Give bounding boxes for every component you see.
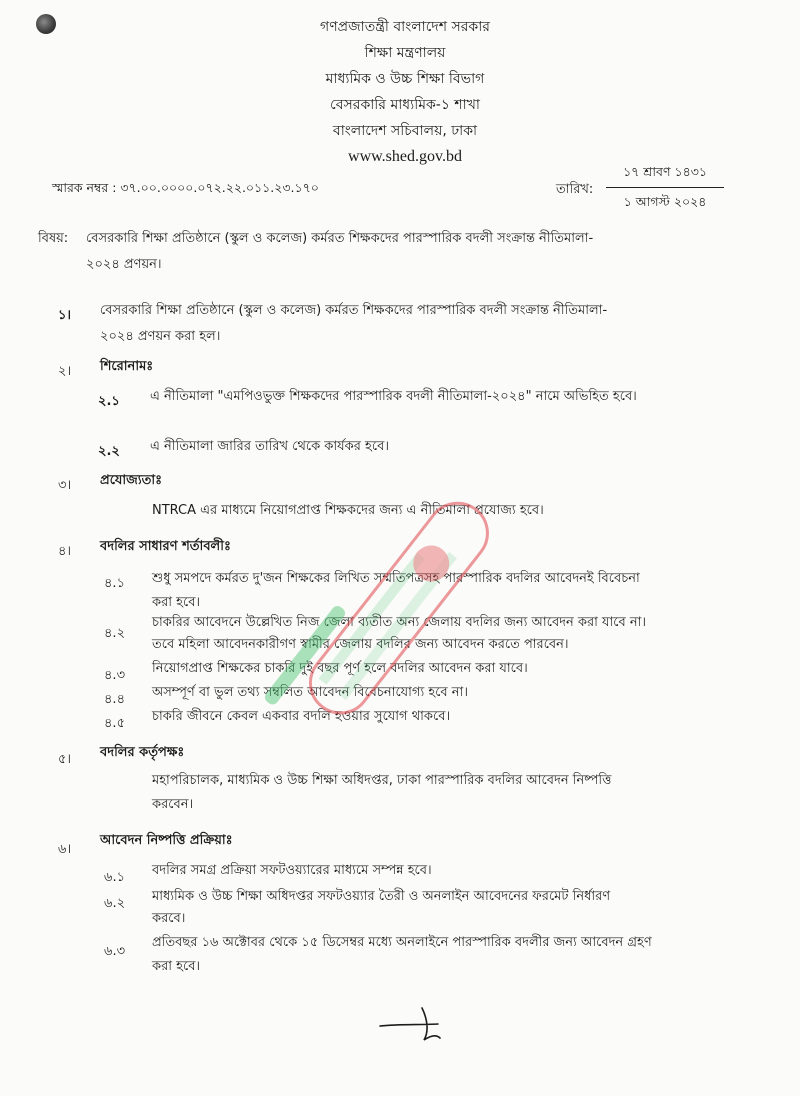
- date-label: তারিখ:: [556, 182, 594, 197]
- item-2-1-number: ২.১: [98, 394, 120, 409]
- section-6-title: আবেদন নিষ্পত্তি প্রক্রিয়াঃ: [100, 833, 233, 848]
- division-name: মাধ্যমিক ও উচ্চ শিক্ষা বিভাগ: [325, 71, 485, 87]
- section-3-title: প্রযোজ্যতাঃ: [100, 473, 163, 488]
- item-6-2-line-1: মাধ্যমিক ও উচ্চ শিক্ষা অধিদপ্তর সফটওয়্যার তৈরী ও অনলাইন আবেদনের ফরমেট নির্ধারণ: [152, 889, 611, 904]
- section-5-line-2: করবেন।: [152, 797, 194, 812]
- memo-number: স্মারক নম্বর : ৩৭.০০.০০০০.০৭২.২২.০১১.২৩.১৭০: [52, 180, 319, 195]
- item-4-5-number: ৪.৫: [104, 716, 126, 731]
- item-4-2-line-1: চাকরির আবেদনে উল্লেখিত নিজ জেলা ব্যতীত অন্য জেলায় বদলির জন্য আবেদন করা যাবে না।: [152, 615, 647, 630]
- item-6-3-number: ৬.৩: [104, 944, 126, 959]
- website: www.shed.gov.bd: [348, 148, 462, 165]
- section-1-line-1: বেসরকারি শিক্ষা প্রতিষ্ঠানে (স্কুল ও কলেজ) কর্মরত শিক্ষকদের পারস্পারিক বদলী সংক্রান্ত নীতিমালা-: [100, 303, 608, 318]
- subject-label: বিষয়:: [38, 231, 69, 246]
- item-2-2-number: ২.২: [98, 444, 120, 459]
- item-4-5-text: চাকরি জীবনে কেবল একবার বদলি হওয়ার সুযোগ থাকবে।: [152, 709, 451, 724]
- section-2-number: ২।: [58, 364, 72, 379]
- item-4-3-text: নিয়োগপ্রাপ্ত শিক্ষকের চাকরি দুই বছর পূর্ণ হলে বদলির আবেদন করা যাবে।: [152, 661, 528, 676]
- item-4-4-number: ৪.৪: [104, 692, 126, 707]
- hole-punch-mark: [36, 14, 56, 34]
- item-6-3-line-2: করা হবে।: [152, 959, 201, 974]
- date-block: [606, 164, 724, 214]
- item-4-2-line-2: তবে মহিলা আবেদনকারীগণ স্বামীর জেলায় বদলির জন্য আবেদন করতে পারবেন।: [152, 637, 569, 652]
- section-5-line-1: মহাপরিচালক, মাধ্যমিক ও উচ্চ শিক্ষা অধিদপ্তর, ঢাকা পারস্পারিক বদলির আবেদন নিষ্পত্তি: [152, 773, 612, 788]
- subject-line-2: ২০২৪ প্রণয়ন।: [86, 257, 162, 272]
- signature: [378, 1000, 458, 1050]
- section-2-title: শিরোনামঃ: [100, 359, 154, 374]
- date-english: ১ আগস্ট ২০২৪: [623, 194, 707, 209]
- section-4-number: ৪।: [58, 544, 72, 559]
- item-6-2-line-2: করবে।: [152, 911, 186, 926]
- item-6-1-text: বদলির সমগ্র প্রক্রিয়া সফটওয়্যারের মাধ্যমে সম্পন্ন হবে।: [152, 863, 432, 878]
- subject-line-1: বেসরকারি শিক্ষা প্রতিষ্ঠানে (স্কুল ও কলেজ) কর্মরত শিক্ষকদের পারস্পারিক বদলী সংক্রান্ত নীতিমালা-: [86, 231, 594, 246]
- section-5-title: বদলির কর্তৃপক্ষঃ: [100, 745, 185, 760]
- letterhead: [240, 14, 570, 170]
- item-4-1-number: ৪.১: [104, 576, 126, 591]
- section-3-text: NTRCA এর মাধ্যমে নিয়োগপ্রাপ্ত শিক্ষকদের জন্য এ নীতিমালা প্রযোজ্য হবে।: [152, 503, 544, 518]
- item-6-1-number: ৬.১: [104, 870, 126, 885]
- item-6-2-number: ৬.২: [104, 896, 126, 911]
- section-1-line-2: ২০২৪ প্রণয়ন করা হল।: [100, 329, 221, 344]
- item-4-1-line-2: করা হবে।: [152, 595, 201, 610]
- section-4-title: বদলির সাধারণ শর্তাবলীঃ: [100, 539, 231, 554]
- item-2-1-text: এ নীতিমালা "এমপিওভুক্ত শিক্ষকদের পারস্পারিক বদলী নীতিমালা-২০২৪" নামে অভিহিত হবে।: [150, 389, 637, 404]
- section-1-number: ১।: [58, 308, 72, 323]
- section-3-number: ৩।: [58, 478, 72, 493]
- item-2-2-text: এ নীতিমালা জারির তারিখ থেকে কার্যকর হবে।: [150, 439, 389, 454]
- section-5-number: ৫।: [58, 752, 72, 767]
- date-bangla: ১৭ শ্রাবণ ১৪৩১: [606, 164, 724, 188]
- item-4-4-text: অসম্পূর্ণ বা ভুল তথ্য সম্বলিত আবেদন বিবেচনাযোগ্য হবে না।: [152, 685, 468, 700]
- government-name: গণপ্রজাতন্ত্রী বাংলাদেশ সরকার: [320, 19, 490, 35]
- section-6-number: ৬।: [58, 842, 72, 857]
- item-4-2-number: ৪.২: [104, 626, 126, 641]
- item-4-1-line-1: শুধু সমপদে কর্মরত দু'জন শিক্ষকের লিখিত সম্মতিপত্রসহ পারস্পারিক বদলির আবেদনই বিবেচনা: [152, 571, 640, 586]
- office-address: বাংলাদেশ সচিবালয়, ঢাকা: [332, 123, 478, 139]
- ministry-name: শিক্ষা মন্ত্রণালয়: [364, 45, 446, 61]
- item-4-3-number: ৪.৩: [104, 668, 126, 683]
- item-6-3-line-1: প্রতিবছর ১৬ অক্টোবর থেকে ১৫ ডিসেম্বর মধ্যে অনলাইনে পারস্পারিক বদলীর জন্য আবেদন গ্রহণ: [152, 935, 652, 950]
- branch-name: বেসরকারি মাধ্যমিক-১ শাখা: [330, 97, 480, 113]
